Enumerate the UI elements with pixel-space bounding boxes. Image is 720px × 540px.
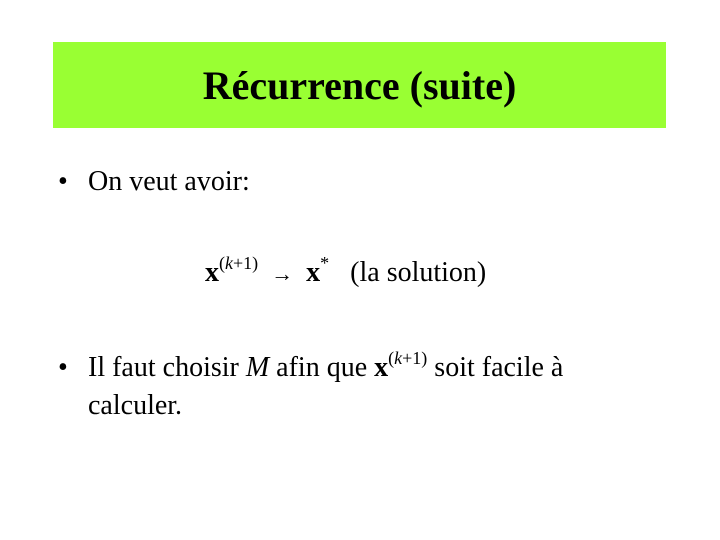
bullet-2-text: Il faut choisir M afin que $x^{(k+1)}$ soit facile à: [88, 348, 564, 383]
recurrence-formula: [205, 253, 487, 291]
bullet-2-x: x: [374, 352, 389, 383]
formula-x: x: [205, 257, 219, 288]
formula-note: (la solution): [350, 257, 487, 288]
title-banner: [53, 42, 666, 128]
arrow-icon: →: [271, 261, 294, 286]
bullet-marker-2: •: [58, 352, 68, 383]
bullet-marker-1: •: [58, 166, 68, 197]
formula-x-star: x: [306, 257, 321, 288]
matrix-M: M: [245, 352, 270, 383]
slide-title: Récurrence (suite): [202, 62, 517, 108]
bullet-2-exponent: (k+1): [388, 348, 428, 368]
formula-exponent: (k+1): [219, 253, 259, 273]
star-superscript: *: [320, 253, 330, 273]
bullet-2-line2: calculer.: [88, 390, 183, 421]
bullet-1-text: On veut avoir:: [88, 166, 250, 197]
